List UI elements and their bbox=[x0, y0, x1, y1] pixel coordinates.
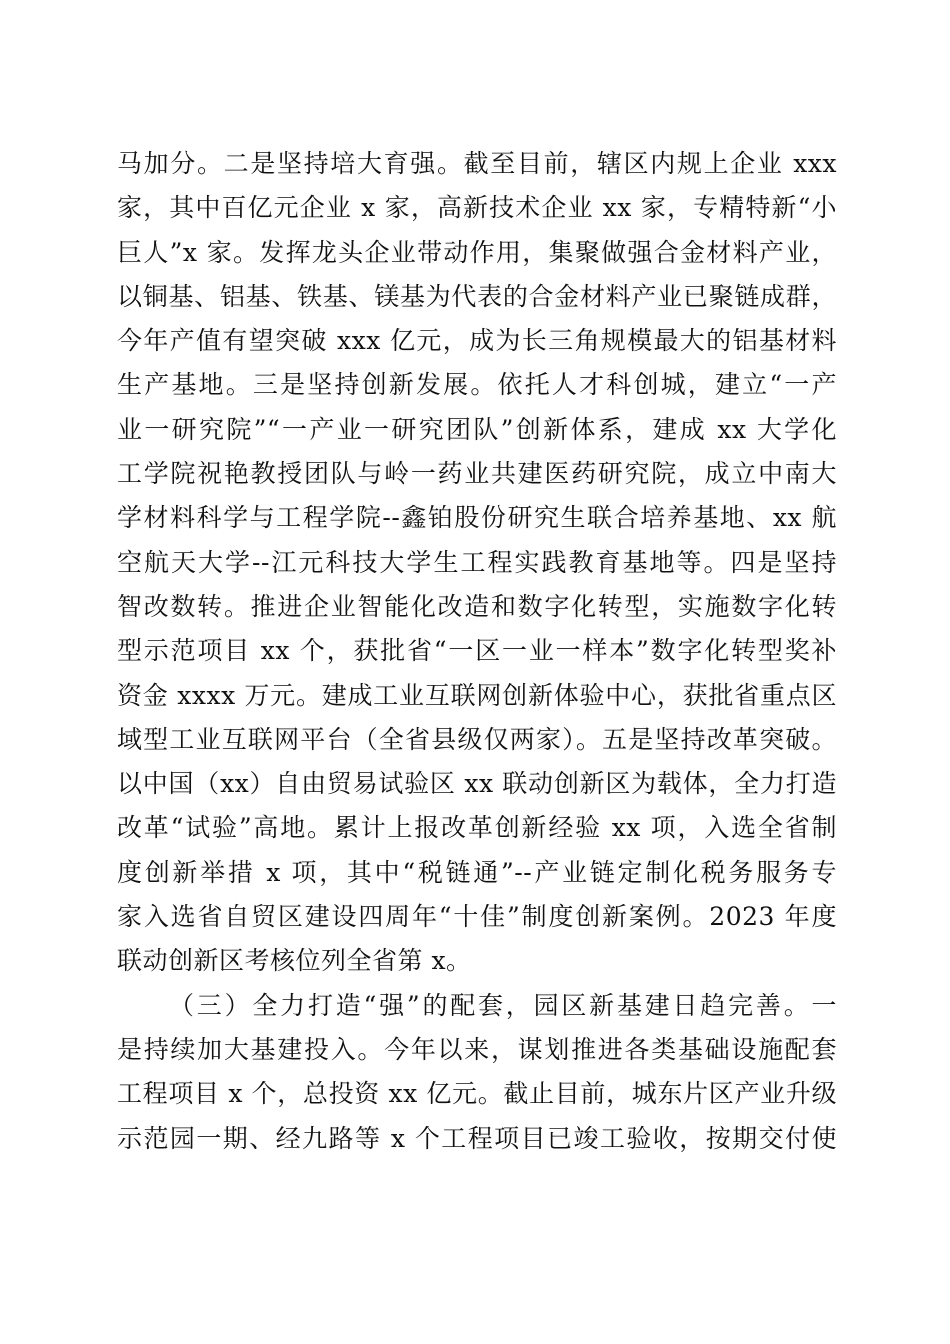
text-line: 以铜基、铝基、铁基、镁基为代表的合金材料产业已聚链成群， bbox=[117, 281, 837, 311]
text-line: 智改数转。推进企业智能化改造和数字化转型，实施数字化转 bbox=[117, 591, 837, 621]
text-line: 改革“试验”高地。累计上报改革创新经验 xx 项，入选全省制 bbox=[117, 813, 837, 843]
body-text bbox=[117, 142, 837, 1161]
paragraph-end-line: 联动创新区考核位列全省第 x。 bbox=[117, 946, 472, 976]
text-line: 是持续加大基建投入。今年以来，谋划推进各类基础设施配套 bbox=[117, 1034, 837, 1064]
text-line: 示范园一期、经九路等 x 个工程项目已竣工验收，按期交付使 bbox=[117, 1123, 837, 1153]
text-line: 度创新举措 x 项，其中“税链通”--产业链定制化税务服务专 bbox=[117, 857, 837, 887]
text-line: 工学院祝艳教授团队与岭一药业共建医药研究院，成立中南大 bbox=[117, 459, 837, 489]
text-line: 工程项目 x 个，总投资 xx 亿元。截止目前，城东片区产业升级 bbox=[117, 1079, 837, 1109]
text-line: 家，其中百亿元企业 x 家，高新技术企业 xx 家，专精特新“小 bbox=[117, 193, 837, 223]
text-line: 域型工业互联网平台（全省县级仅两家）。五是坚持改革突破。 bbox=[117, 724, 837, 754]
text-line: 生产基地。三是坚持创新发展。依托人才科创城，建立“一产 bbox=[117, 370, 837, 400]
text-line: 家入选省自贸区建设四周年“十佳”制度创新案例。2023 年度 bbox=[117, 902, 837, 932]
text-line: 空航天大学--江元科技大学生工程实践教育基地等。四是坚持 bbox=[117, 547, 837, 577]
section-heading-line: （三）全力打造“强”的配套，园区新基建日趋完善。一 bbox=[169, 990, 837, 1020]
text-line: 型示范项目 xx 个，获批省“一区一业一样本”数字化转型奖补 bbox=[117, 636, 837, 666]
text-line: 巨人”x 家。发挥龙头企业带动作用，集聚做强合金材料产业， bbox=[117, 237, 837, 267]
text-line: 今年产值有望突破 xxx 亿元，成为长三角规模最大的铝基材料 bbox=[117, 326, 837, 356]
text-line: 学材料科学与工程学院--鑫铂股份研究生联合培养基地、xx 航 bbox=[117, 503, 837, 533]
text-line: 马加分。二是坚持培大育强。截至目前，辖区内规上企业 xxx bbox=[117, 149, 837, 178]
text-line: 业一研究院”“一产业一研究团队”创新体系，建成 xx 大学化 bbox=[117, 414, 837, 444]
text-line: 以中国（xx）自由贸易试验区 xx 联动创新区为载体，全力打造 bbox=[117, 769, 837, 799]
text-line: 资金 xxxx 万元。建成工业互联网创新体验中心，获批省重点区 bbox=[117, 680, 837, 710]
